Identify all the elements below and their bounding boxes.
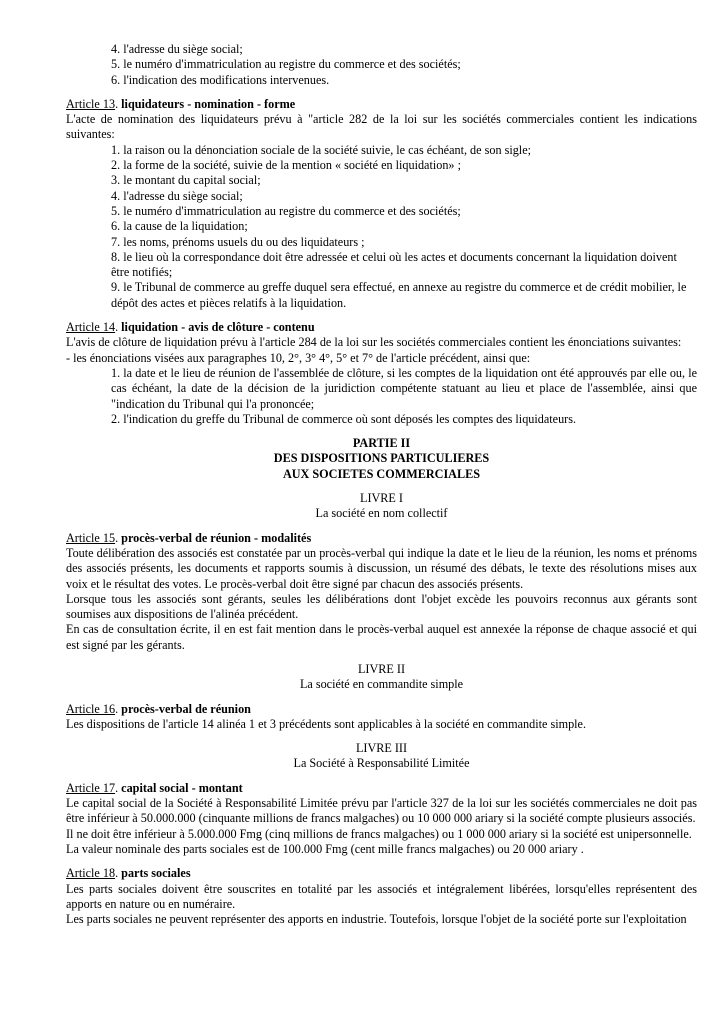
book-heading: LIVRE I La société en nom collectif bbox=[315, 491, 448, 521]
article-13 bbox=[66, 97, 697, 311]
article-number: Article 18 bbox=[66, 866, 116, 881]
article-heading: Article 16. procès-verbal de réunion bbox=[66, 701, 251, 716]
article-title: procès-verbal de réunion - modalités bbox=[121, 530, 312, 545]
list-item: 1. la date et le lieu de réunion de l'assemblée de clôture, si les comptes de la liquidation ont été approuvés par elle ou, le cas échéant, la date de la décision de la juridiction compétente statuant au lieu et place de l'assemblée, ainsi que "indication du Tribunal qui l'a prononcée; bbox=[111, 365, 697, 411]
article-17 bbox=[66, 781, 697, 857]
paragraph: - les énonciations visées aux paragraphes 10, 2°, 3° 4°, 5° et 7° de l'article précédent, ainsi que: bbox=[66, 350, 531, 365]
paragraph: Toute délibération des associés est constatée par un procès-verbal qui indique la date et le lieu de la réunion, les noms et prénoms des associés présents, les documents et rapports soumis à discussion, un résumé des débats, le texte des résolutions mises aux voix et le résultat des votes. Le procès-verbal doit être signé par chacun des associés présents. bbox=[66, 545, 697, 591]
paragraph: L'avis de clôture de liquidation prévu à l'article 284 de la loi sur les sociétés commerciales contient les énonciations suivantes: bbox=[66, 335, 682, 350]
list-item: 7. les noms, prénoms usuels du ou des liquidateurs ; bbox=[111, 234, 365, 249]
book-heading: LIVRE II La société en commandite simple bbox=[299, 661, 464, 692]
article-heading: Article 15. procès-verbal de réunion - modalités bbox=[66, 530, 312, 545]
article-heading: Article 14. liquidation - avis de clôture - contenu bbox=[66, 320, 315, 335]
article-number: Article 13 bbox=[66, 96, 116, 111]
article-title: liquidateurs - nomination - forme bbox=[121, 96, 296, 111]
article-18 bbox=[66, 866, 697, 927]
list-item: 4. l'adresse du siège social; bbox=[111, 42, 243, 56]
paragraph: Lorsque tous les associés sont gérants, seules les délibérations dont l'objet excède les pouvoirs reconnus aux gérants sont soumises aux dispositions de l'alinéa précédent. bbox=[66, 591, 697, 622]
article-number: Article 14 bbox=[66, 320, 116, 335]
list-item: 3. le montant du capital social; bbox=[111, 173, 261, 188]
article-heading: Article 13. liquidateurs - nomination - forme bbox=[66, 96, 296, 111]
list-item: 5. le numéro d'immatriculation au registre du commerce et des sociétés; bbox=[111, 57, 461, 72]
list-item: 8. le lieu où la correspondance doit être adressée et celui où les actes et documents concernant la liquidation doivent être notifiés; bbox=[111, 249, 677, 280]
list-item: 2. l'indication du greffe du Tribunal de commerce où sont déposés les comptes des liquidateurs. bbox=[111, 411, 577, 426]
paragraph: Les parts sociales ne peuvent représenter des apports en industrie. Toutefois, lorsque l'objet de la société porte sur l'exploitation bbox=[66, 912, 687, 927]
part-heading: PARTIE II DES DISPOSITIONS PARTICULIERES AUX SOCIETES COMMERCIALES bbox=[273, 436, 490, 481]
list-item: 5. le numéro d'immatriculation au registre du commerce et des sociétés; bbox=[111, 203, 461, 218]
article-number: Article 16 bbox=[66, 701, 116, 716]
list-item: 6. l'indication des modifications intervenues. bbox=[111, 72, 330, 87]
paragraph: En cas de consultation écrite, il en est fait mention dans le procès-verbal auquel est annexée la réponse de chaque associé et qui est signé par les gérants. bbox=[66, 622, 697, 652]
article-15 bbox=[66, 531, 697, 653]
paragraph: Les parts sociales doivent être souscrites en totalité par les associés et intégralement libérées, lorsqu'elles représentent des apports en nature ou en numéraire. bbox=[66, 881, 697, 911]
paragraph: L'acte de nomination des liquidateurs prévu à "article 282 de la loi sur les sociétés commerciales contient les indications suivantes: bbox=[66, 112, 697, 142]
paragraph: Il ne doit être inférieur à 5.000.000 Fmg (cinq millions de francs malgaches) ou 1 000 000 ariary si la société est unipersonnelle. bbox=[66, 826, 692, 841]
paragraph: Le capital social de la Société à Responsabilité Limitée prévu par l'article 327 de la loi sur les sociétés commerciales ne doit pas être inférieur à 50.000.000 (cinquante millions de francs malgaches) ou 10 000 000 ariary si la société compte plusieurs associés. bbox=[66, 796, 697, 826]
article-title: liquidation - avis de clôture - contenu bbox=[121, 320, 315, 335]
article-number: Article 15 bbox=[66, 530, 116, 545]
list-item: 2. la forme de la société, suivie de la mention « société en liquidation» ; bbox=[111, 158, 461, 173]
top-list bbox=[66, 42, 697, 88]
article-heading: Article 17. capital social - montant bbox=[66, 780, 243, 795]
article-heading: Article 18. parts sociales bbox=[66, 866, 191, 881]
article-number: Article 17 bbox=[66, 780, 116, 795]
article-title: parts sociales bbox=[121, 866, 191, 881]
article-14 bbox=[66, 320, 697, 427]
article-title: capital social - montant bbox=[121, 780, 243, 795]
article-16 bbox=[66, 702, 697, 733]
list-item: 1. la raison ou la dénonciation sociale de la société suivie, le cas échéant, de son sigle; bbox=[111, 142, 531, 157]
list-item: 4. l'adresse du siège social; bbox=[111, 188, 243, 203]
paragraph: La valeur nominale des parts sociales est de 100.000 Fmg (cent mille francs malgaches) ou 20 000 ariary . bbox=[66, 841, 584, 856]
list-item: 6. la cause de la liquidation; bbox=[111, 219, 248, 234]
paragraph: Les dispositions de l'article 14 alinéa 1 et 3 précédents sont applicables à la société en commandite simple. bbox=[66, 716, 587, 731]
list-item: 9. le Tribunal de commerce au greffe duquel sera effectué, en annexe au registre du commerce et de crédit mobilier, le dépôt des actes et pièces relatifs à la liquidation. bbox=[111, 280, 687, 310]
book-heading: LIVRE III La Société à Responsabilité Limitée bbox=[293, 741, 470, 771]
article-title: procès-verbal de réunion bbox=[121, 701, 251, 716]
